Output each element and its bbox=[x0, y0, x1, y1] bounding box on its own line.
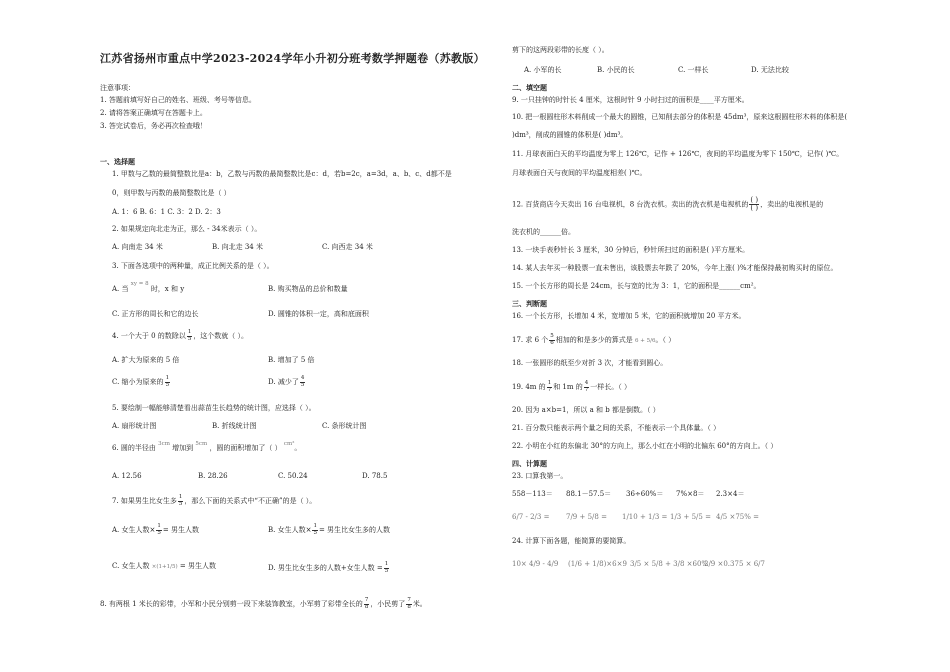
question-10-cont: )dm³，削成的圆锥的体积是( )dm³。 bbox=[512, 131, 628, 139]
option-b: B. 小民的长 bbox=[597, 66, 635, 74]
calc-item: 2/9 ×0.375 × 6/7 bbox=[704, 560, 765, 568]
question-9: 9. 一只挂钟的时针长 4 厘米，这根时针 9 小时扫过的面积是____平方厘米。 bbox=[512, 96, 749, 104]
oral-calc-item: 4/5 ×75% = bbox=[716, 513, 760, 521]
option-c: C. 正方形的周长和它的边长 bbox=[112, 310, 199, 318]
question-20: 20. 因为 a×b=1，所以 a 和 b 都是倒数。（ ） bbox=[512, 406, 660, 414]
option-a: A. 扩大为原来的 5 倍 bbox=[112, 356, 180, 364]
question-11-cont: 月球表面白天与夜间的平均温度相差( )℃。 bbox=[512, 169, 647, 177]
oral-calc-item: 6/7 - 2/3 = bbox=[512, 513, 550, 521]
question-11: 11. 月球表面白天的平均温度为零上 126℃，记作 + 126℃，夜间的平均温度为零下 150℃，记作( )℃。 bbox=[512, 150, 844, 158]
calc-item: 3/5 × 5/8 + 3/8 ×60% bbox=[630, 560, 709, 568]
option-d: D. 78.5 bbox=[362, 472, 388, 480]
question-23: 23. 口算我第一。 bbox=[512, 472, 568, 480]
option-a: A. 当 $^{xy = 8}$ 时，x 和 y bbox=[112, 281, 185, 293]
option-b: B. 购买物品的总价和数量 bbox=[268, 285, 348, 293]
oral-calc-item: 1/10 + 1/3 = bbox=[622, 513, 668, 521]
notice-item: 2. 请将答案正确填写在答题卡上。 bbox=[100, 109, 207, 117]
notice-item: 1. 答题前填写好自己的姓名、班级、考号等信息。 bbox=[100, 96, 256, 104]
question-7: 7. 如果男生比女生多 $\frac{1}{5}$ ，那么下面的关系式中“不正确”的是（ ）。 bbox=[112, 494, 317, 507]
oral-calc-item: 558－113＝ bbox=[512, 490, 553, 498]
option-c: C. 向西走 34 米 bbox=[322, 243, 373, 251]
oral-calc-item: 88.1－57.5＝ bbox=[566, 490, 612, 498]
option-d: D. 男生比女生多的人数+女生人数 = $\frac{1}{5}$ bbox=[268, 561, 389, 574]
question-8: 8. 有两根 1 米长的彩带，小军和小民分别剪一段下来装饰教室，小军剪了彩带全长的 $\frac{7}{8}$ ，小民剪了 $\frac{7}{8}$ 米。 bbox=[100, 597, 427, 610]
oral-calc-item: 7/9 + 5/8 = bbox=[566, 513, 607, 521]
question-12-cont: 洗衣机的______倍。 bbox=[512, 228, 575, 236]
notice-item: 3. 答完试卷后，务必再次检查哦！ bbox=[100, 122, 207, 130]
section-heading: 一、选择题 bbox=[100, 157, 135, 166]
question-8-cont: 剪下的这两段彩带的长度（ ）。 bbox=[512, 46, 609, 54]
option-a: A. 小军的长 bbox=[524, 66, 562, 74]
option-b: B. 28.26 bbox=[198, 472, 228, 480]
option-c: C. 一样长 bbox=[678, 66, 709, 74]
question-19: 19. 4m 的 $\frac{1}{7}$ 和 1m 的 $\frac{4}{7}$ 一样长。（ ） bbox=[512, 380, 631, 393]
option-c: C. 女生人数 ×(1+1/5) = 男生人数 bbox=[112, 562, 216, 570]
option-a: A. 女生人数× $\frac{1}{5}$ = 男生人数 bbox=[112, 523, 199, 536]
option-d: D. 圆锥的体积一定，高和底面积 bbox=[268, 310, 369, 318]
question-10: 10. 把一根圆柱形木料削成一个最大的圆锥，已知削去部分的体积是 45dm³，原来这根圆柱形木料的体积是( bbox=[512, 113, 848, 121]
option-c: C. 缩小为原来的 $\frac{1}{5}$ bbox=[112, 375, 170, 388]
question-4: 4. 一个大于 0 的数除以 $\frac{1}{5}$ ，这个数就（ ）。 bbox=[112, 329, 249, 342]
question-16: 16. 一个长方形，长增加 4 米，宽增加 5 米，它的面积就增加 20 平方米。 bbox=[512, 312, 746, 320]
question-17: 17. 求 6 个 $\frac{5}{6}$ 相加的和是多少的算式是 6 + 5/6。（ ） bbox=[512, 333, 676, 346]
oral-calc-item: 1/3 + 5/5 = bbox=[670, 513, 711, 521]
question-24: 24. 计算下面各题，能简算的要简算。 bbox=[512, 537, 631, 545]
oral-calc-item: 2.3×4＝ bbox=[716, 490, 745, 498]
option-a: A. 12.56 bbox=[112, 472, 142, 480]
question-12: 12. 百货商店今天卖出 16 台电视机，8 台洗衣机。卖出的洗衣机是电视机的 ( ) ( ) ，卖出的电视机是的 bbox=[512, 196, 824, 212]
question-6: 6. 圆的半径由 $^{3cm}$ 增加到 $^{5cm}$ ，圆的面积增加了（ ） $^{cm^2}$。 bbox=[112, 441, 302, 452]
calc-item: 10× 4/9 - 4/9 bbox=[512, 560, 559, 568]
oral-calc-item: 36÷60%＝ bbox=[626, 490, 664, 498]
section-heading: 四、计算题 bbox=[512, 459, 547, 468]
option-b: B. 女生人数× $\frac{1}{5}$ = 男生比女生多的人数 bbox=[268, 523, 391, 536]
option-b: B. 折线统计图 bbox=[212, 422, 257, 430]
option-a: A. 向南走 34 米 bbox=[112, 243, 163, 251]
question-21: 21. 百分数只能表示两个量之间的关系，不能表示一个具体量。（ ） bbox=[512, 424, 721, 432]
question-1: 1. 甲数与乙数的最简整数比是a：b，乙数与丙数的最简整数比是c：d，若b=2c，a=3d，a、b、c、d都不是 bbox=[112, 170, 452, 178]
question-22: 22. 小明在小红的东偏北 30°的方向上，那么小红在小明的北偏东 60°的方向上。（ ） bbox=[512, 442, 778, 450]
question-2: 2. 如果规定向北走为正，那么 - 34米表示（ ）。 bbox=[112, 225, 262, 233]
question-1-options: A. 1：6 B. 6：1 C. 3：2 D. 2：3 bbox=[112, 208, 221, 216]
section-heading: 二、填空题 bbox=[512, 83, 547, 92]
question-5: 5. 要绘制一幅能够清楚看出蒜苗生长趋势的统计图，应选择（ ）。 bbox=[112, 404, 316, 412]
question-15: 15. 一个长方形的周长是 24cm，长与宽的比为 3：1，它的面积是______cm²。 bbox=[512, 282, 761, 290]
option-a: A. 扇形统计图 bbox=[112, 422, 157, 430]
option-b: B. 向北走 34 米 bbox=[212, 243, 263, 251]
question-13: 13. 一块手表秒针长 3 厘米，30 分钟后，秒针所扫过的面积是( )平方厘米。 bbox=[512, 246, 750, 254]
oral-calc-item: 7%×8＝ bbox=[676, 490, 705, 498]
question-3: 3. 下面各选项中的两种量，成正比例关系的是（ ）。 bbox=[112, 262, 274, 270]
calc-item: (1/6 + 1/8)×6×9 bbox=[568, 560, 627, 568]
option-b: B. 增加了 5 倍 bbox=[268, 356, 315, 364]
option-d: D. 无法比较 bbox=[751, 66, 789, 74]
page-title: 江苏省扬州市重点中学2023-2024学年小升初分班考数学押题卷（苏教版） bbox=[100, 52, 485, 65]
option-c: C. 条形统计图 bbox=[322, 422, 367, 430]
question-1-cont: 0，则甲数与丙数的最简整数比是（ ） bbox=[112, 189, 231, 197]
section-heading: 三、判断题 bbox=[512, 299, 547, 308]
question-14: 14. 某人去年买一种股票一直未售出，该股票去年跌了 20%，今年上涨( )%才能保持最初购买时的原位。 bbox=[512, 264, 838, 272]
option-d: D. 减少了 $\frac{4}{5}$ bbox=[268, 375, 305, 388]
notice-heading: 注意事项： bbox=[100, 84, 135, 92]
option-c: C. 50.24 bbox=[278, 472, 308, 480]
question-18: 18. 一张圆形的纸至少对折 3 次，才能看到圆心。 bbox=[512, 359, 668, 367]
